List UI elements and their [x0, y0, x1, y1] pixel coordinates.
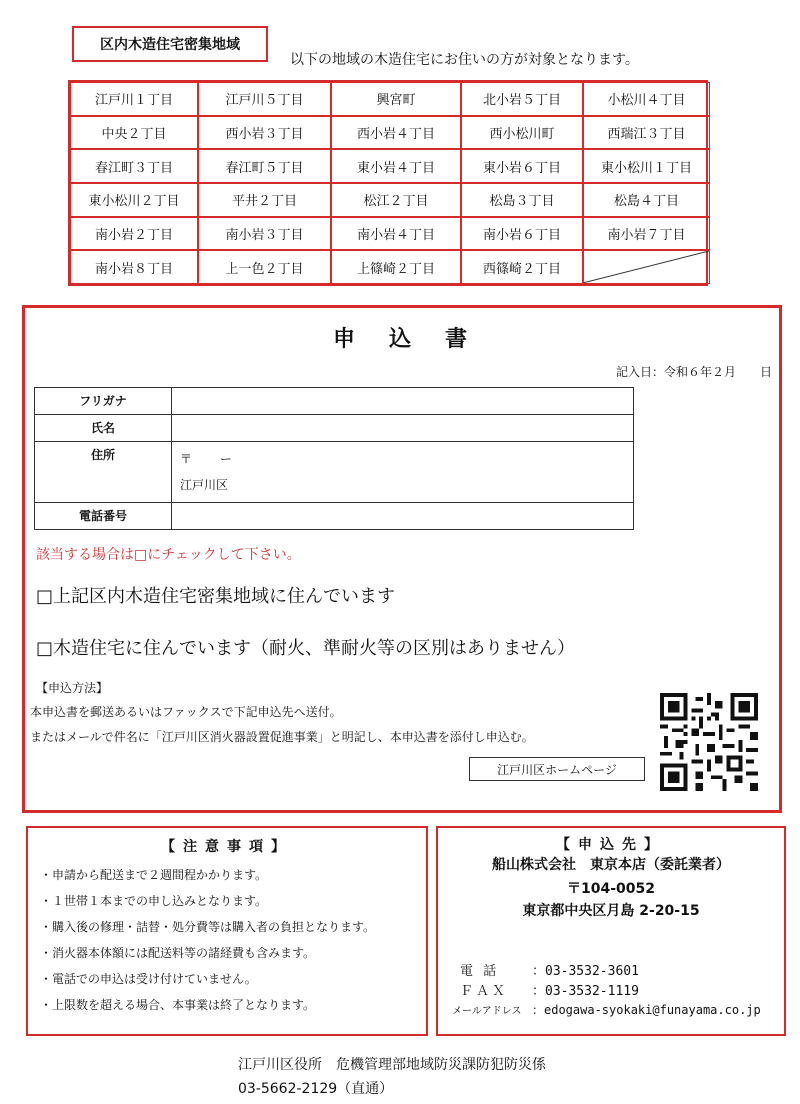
checkbox-wooden-house[interactable]: □木造住宅に住んでいます（耐火、準耐火等の区別はありません）: [36, 638, 576, 659]
phone-label: 電話番号: [35, 503, 172, 530]
note-item: ・上限数を超える場合、本事業は終了となります。: [40, 998, 316, 1012]
area-cell: 南小岩４丁目: [331, 217, 461, 251]
area-cell: 松島３丁目: [461, 183, 583, 217]
mail-value[interactable]: ：edogawa-syokaki@funayama.co.jp: [532, 1003, 761, 1017]
area-cell: 上篠崎２丁目: [331, 250, 461, 284]
apply-tel: [460, 960, 639, 979]
area-cell: 小松川４丁目: [583, 82, 710, 116]
area-cell: 東小松川２丁目: [70, 183, 198, 217]
form-title: 申込書: [332, 327, 501, 352]
note-item: ・申請から配送まで２週間程かかります。: [40, 868, 268, 882]
area-cell: 西篠崎２丁目: [461, 250, 583, 284]
method-line: またはメールで件名に「江戸川区消火器設置促進事業」と明記し、本申込書を添付し申込む。: [30, 730, 534, 744]
name-field[interactable]: [172, 415, 634, 442]
fill-date: 記入日：令和６年２月 日: [615, 365, 772, 379]
diagonal-line: [584, 251, 709, 283]
area-cell: 春江町５丁目: [198, 149, 331, 183]
footer-tel: 03-5662-2129（直通）: [238, 1081, 394, 1097]
area-cell: 春江町３丁目: [70, 149, 198, 183]
area-cell: 西小松川町: [461, 116, 583, 150]
qr-code-icon[interactable]: [660, 693, 758, 791]
area-cell: 東小岩４丁目: [331, 149, 461, 183]
apply-fax: [460, 980, 639, 999]
phone-field[interactable]: [172, 503, 634, 530]
area-cell: 松島４丁目: [583, 183, 710, 217]
tel-label: 電 話: [460, 964, 500, 979]
area-cell: 平井２丁目: [198, 183, 331, 217]
method-line: 本申込書を郵送あるいはファックスで下記申込先へ送付。: [30, 705, 342, 719]
note-item: ・１世帯１本までの申し込みとなります。: [40, 894, 268, 908]
area-cell: 東小松川１丁目: [583, 149, 710, 183]
area-cell: 南小岩８丁目: [70, 250, 198, 284]
area-cell: 南小岩７丁目: [583, 217, 710, 251]
furigana-label: フリガナ: [35, 388, 172, 415]
checkbox-dense-area[interactable]: □上記区内木造住宅密集地域に住んでいます: [36, 586, 396, 607]
note-item: ・消火器本体額には配送料等の諸経費も含みます。: [40, 946, 316, 960]
apply-title: 【申込先】: [556, 837, 666, 853]
area-cell: 南小岩３丁目: [198, 217, 331, 251]
area-cell: 南小岩２丁目: [70, 217, 198, 251]
note-item: ・電話での申込は受け付けていません。: [40, 972, 257, 986]
apply-address: 東京都中央区月島 2-20-15: [522, 903, 700, 919]
notes-title: 【注意事項】: [161, 839, 293, 855]
area-grid: [68, 80, 708, 286]
address-field[interactable]: [172, 442, 634, 503]
area-cell: 中央２丁目: [70, 116, 198, 150]
area-cell: 興宮町: [331, 82, 461, 116]
area-cell: 西小岩４丁目: [331, 116, 461, 150]
mail-label: メールアドレス: [452, 1006, 522, 1017]
area-cell: 江戸川１丁目: [70, 82, 198, 116]
area-cell: 東小岩６丁目: [461, 149, 583, 183]
homepage-button[interactable]: 江戸川区ホームページ: [469, 757, 645, 781]
tel-value: ：03-3532-3601: [532, 964, 639, 979]
footer-org: 江戸川区役所 危機管理部地域防災課防犯防災係: [238, 1057, 546, 1073]
area-cell: 松江２丁目: [331, 183, 461, 217]
area-cell: 南小岩６丁目: [461, 217, 583, 251]
method-heading: 【申込方法】: [36, 681, 109, 695]
area-cell-empty: [583, 250, 710, 284]
address-label: 住所: [35, 442, 172, 503]
area-label: 区内木造住宅密集地域: [72, 26, 268, 62]
apply-company: 船山株式会社 東京本店（委託業者）: [492, 857, 730, 873]
check-note: 該当する場合は□にチェックして下さい。: [36, 547, 301, 563]
apply-mail: [452, 1001, 761, 1018]
area-cell: 西瑞江３丁目: [583, 116, 710, 150]
area-cell: 北小岩５丁目: [461, 82, 583, 116]
form-table: [34, 387, 634, 530]
fax-value: ：03-3532-1119: [532, 984, 639, 999]
apply-zip: 〒104-0052: [567, 881, 655, 897]
area-cell: 上一色２丁目: [198, 250, 331, 284]
note-item: ・購入後の修理・詰替・処分費等は購入者の負担となります。: [40, 920, 376, 934]
area-cell: 西小岩３丁目: [198, 116, 331, 150]
area-intro: 以下の地域の木造住宅にお住いの方が対象となります。: [290, 52, 639, 68]
name-label: 氏名: [35, 415, 172, 442]
fax-label: ＦＡＸ: [460, 984, 509, 999]
furigana-field[interactable]: [172, 388, 634, 415]
area-cell: 江戸川５丁目: [198, 82, 331, 116]
address-zip: 〒 ー: [180, 452, 232, 466]
address-city: 江戸川区: [180, 478, 229, 492]
